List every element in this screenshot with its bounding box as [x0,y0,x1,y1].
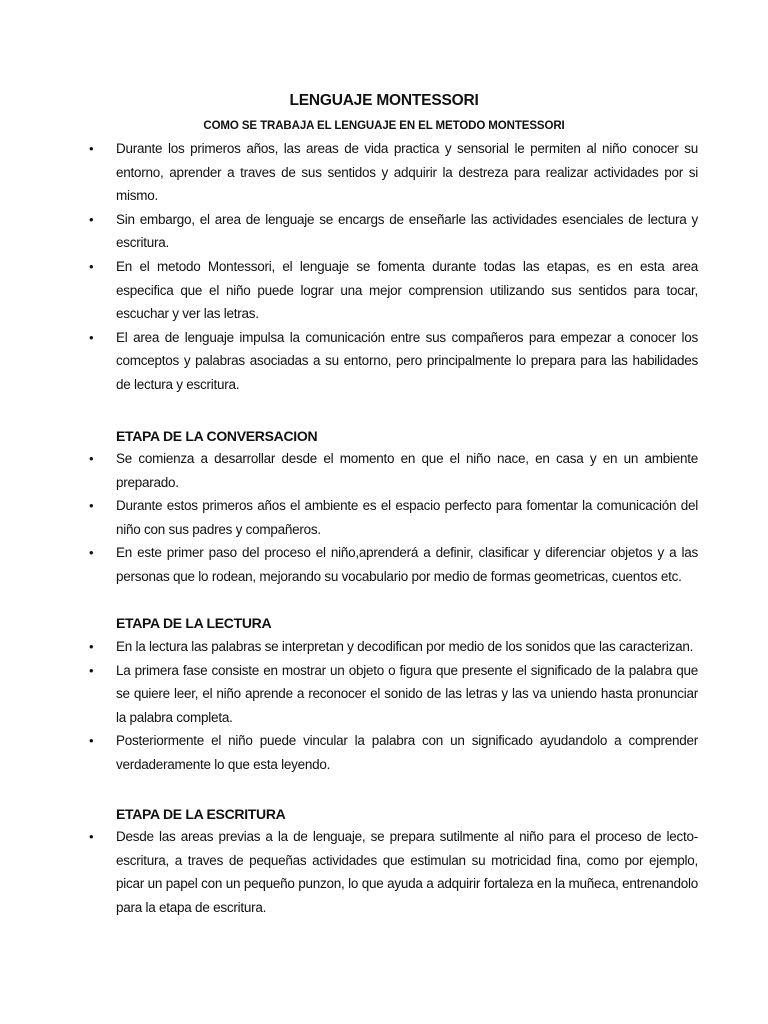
list-item-text: Se comienza a desarrollar desde el momento en que el niño nace, en casa y en un ambiente preparado. [116,451,698,490]
bullet-icon: • [89,258,94,274]
list-item [0,255,768,326]
escritura-list [0,825,768,919]
conversacion-list [0,447,768,589]
list-item-text: Desde las areas previas a la de lenguaje, se prepara sutilmente al niño para el proceso de lecto-escritura, a traves de pequeñas actividades que estimulan su motricidad fina, como por ejemplo, picar un papel con un pequeño punzon, lo que ayuda a adquirir fortaleza en la muñeca, entrenandolo para la etapa de escritura. [116,829,698,915]
list-item [0,137,768,208]
list-item-text: Durante los primeros años, las areas de vida practica y sensorial le permiten al niño conocer su entorno, aprender a traves de sus sentidos y adquirir la destreza para realizar actividades por si mismo. [116,141,698,204]
section-heading-conversacion: ETAPA DE LA CONVERSACION [116,428,318,444]
bullet-icon: • [89,451,94,466]
list-item-text: El area de lenguaje impulsa la comunicación entre sus compañeros para empezar a conocer los comceptos y palabras asociadas a su entorno, pero principalmente lo prepara para las habilidades de lectura y escritura. [116,329,698,392]
list-item-text: La primera fase consiste en mostrar un objeto o figura que presente el significado de la palabra que se quiere leer, el niño aprende a reconocer el sonido de las letras y las va uniendo hasta pronunciar la palabra completa. [116,662,698,725]
section-heading-lectura: ETAPA DE LA LECTURA [116,615,272,631]
list-item-text: Sin embargo, el area de lenguaje se encargs de enseñarle las actividades esenciales de lectura y escritura. [116,211,698,251]
list-item-text: Posteriormente el niño puede vincular la palabra con un significado ayudandolo a comprender verdaderamente lo que esta leyendo. [116,733,698,772]
list-item [0,635,768,659]
bullet-icon: • [89,662,94,678]
list-item [0,447,768,494]
list-item-text: En la lectura las palabras se interpretan y decodifican por medio de los sonidos que las caracterizan. [116,639,694,654]
bullet-icon: • [89,639,94,654]
list-item-text: En el metodo Montessori, el lenguaje se fomenta durante todas las etapas, es en esta area especifica que el niño puede lograr una mejor comprension utilizando sus sentidos para tocar, escuchar y ver las letras. [116,258,698,322]
page-title: LENGUAJE MONTESSORI [289,92,479,109]
bullet-icon: • [89,329,94,345]
intro-list [0,137,768,397]
list-item [0,825,768,919]
list-item [0,729,768,776]
section-heading-escritura: ETAPA DE LA ESCRITURA [116,806,286,822]
lectura-list [0,635,768,777]
list-item [0,659,768,730]
bullet-icon: • [89,211,94,227]
bullet-icon: • [89,545,94,561]
list-item-text: En este primer paso del proceso el niño,aprenderá a definir, clasificar y diferenciar objetos y a las personas que lo rodean, mejorando su vocabulario por medio de formas geometricas, cuentos etc. [116,545,698,584]
page-subtitle: COMO SE TRABAJA EL LENGUAJE EN EL METODO MONTESSORI [203,120,565,132]
list-item [0,208,768,255]
list-item [0,541,768,588]
list-item [0,326,768,397]
bullet-icon: • [89,141,94,156]
bullet-icon: • [89,829,94,844]
bullet-icon: • [89,498,94,514]
list-item [0,494,768,541]
list-item-text: Durante estos primeros años el ambiente es el espacio perfecto para fomentar la comunicación del niño con sus padres y compañeros. [116,498,698,537]
bullet-icon: • [89,733,94,749]
